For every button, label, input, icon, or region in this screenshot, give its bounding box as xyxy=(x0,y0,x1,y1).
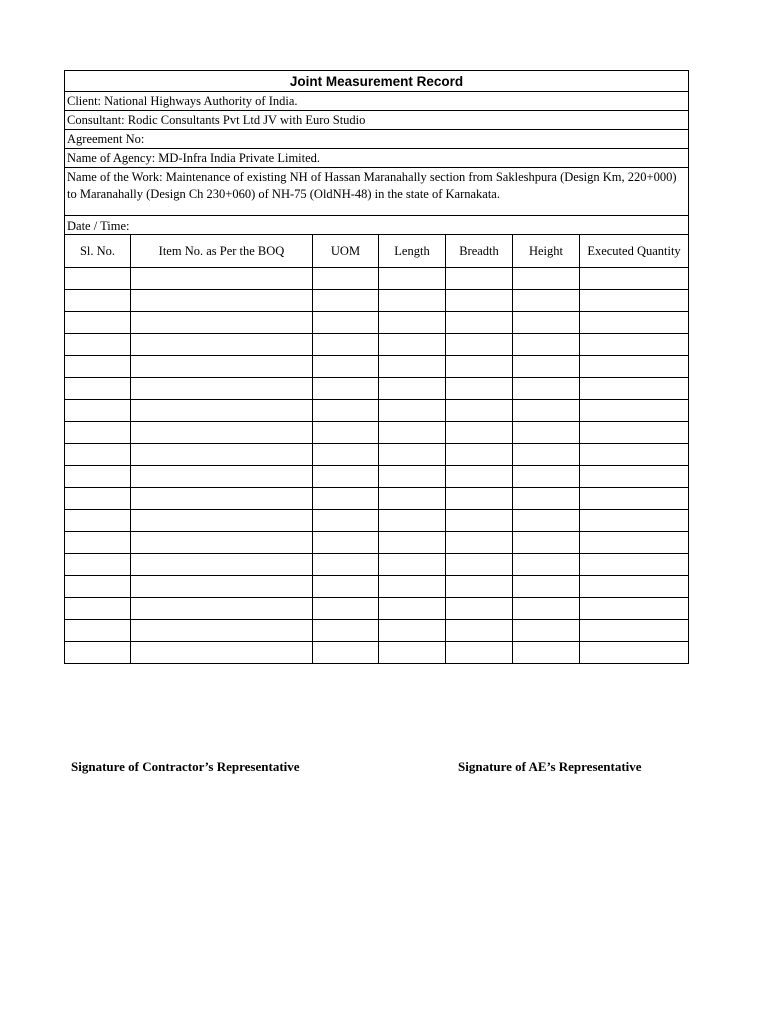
table-cell xyxy=(446,356,513,378)
agency-field: Name of Agency: MD-Infra India Private Limited. xyxy=(65,149,689,168)
table-cell xyxy=(313,356,379,378)
table-cell xyxy=(131,554,313,576)
table-cell xyxy=(379,400,446,422)
table-cell xyxy=(65,290,131,312)
table-cell xyxy=(379,598,446,620)
table-cell xyxy=(313,422,379,444)
table-cell xyxy=(131,620,313,642)
table-cell xyxy=(313,400,379,422)
table-cell xyxy=(131,290,313,312)
table-cell xyxy=(131,510,313,532)
date-time-field: Date / Time: xyxy=(65,216,689,235)
table-row xyxy=(65,290,689,312)
table-cell xyxy=(446,444,513,466)
table-cell xyxy=(580,532,689,554)
table-cell xyxy=(513,554,580,576)
table-row xyxy=(65,598,689,620)
table-cell xyxy=(580,510,689,532)
table-row xyxy=(65,268,689,290)
table-cell xyxy=(446,576,513,598)
table-cell xyxy=(513,268,580,290)
table-row xyxy=(65,532,689,554)
table-cell xyxy=(65,334,131,356)
table-cell xyxy=(65,466,131,488)
table-cell xyxy=(580,444,689,466)
table-cell xyxy=(513,510,580,532)
table-cell xyxy=(580,268,689,290)
table-cell xyxy=(379,510,446,532)
table-cell xyxy=(65,268,131,290)
table-cell xyxy=(446,400,513,422)
table-cell xyxy=(379,422,446,444)
table-cell xyxy=(580,378,689,400)
table-cell xyxy=(379,466,446,488)
table-cell xyxy=(580,554,689,576)
table-cell xyxy=(580,334,689,356)
table-cell xyxy=(580,488,689,510)
col-length: Length xyxy=(379,235,446,268)
table-cell xyxy=(379,290,446,312)
table-cell xyxy=(313,532,379,554)
table-row xyxy=(65,356,689,378)
table-cell xyxy=(65,444,131,466)
table-cell xyxy=(580,356,689,378)
table-cell xyxy=(580,312,689,334)
table-cell xyxy=(446,290,513,312)
table-row xyxy=(65,620,689,642)
table-cell xyxy=(446,620,513,642)
table-row xyxy=(65,422,689,444)
table-cell xyxy=(446,334,513,356)
table-cell xyxy=(65,378,131,400)
consultant-field: Consultant: Rodic Consultants Pvt Ltd JV with Euro Studio xyxy=(65,111,689,130)
table-cell xyxy=(446,422,513,444)
table-cell xyxy=(513,576,580,598)
table-cell xyxy=(379,444,446,466)
table-row xyxy=(65,378,689,400)
table-cell xyxy=(65,488,131,510)
col-height: Height xyxy=(513,235,580,268)
table-cell xyxy=(131,488,313,510)
table-cell xyxy=(379,554,446,576)
table-cell xyxy=(513,312,580,334)
table-cell xyxy=(580,400,689,422)
table-cell xyxy=(580,642,689,664)
table-cell xyxy=(513,400,580,422)
table-cell xyxy=(313,598,379,620)
table-cell xyxy=(313,334,379,356)
table-cell xyxy=(580,620,689,642)
table-cell xyxy=(65,422,131,444)
col-sl-no: Sl. No. xyxy=(65,235,131,268)
table-cell xyxy=(313,444,379,466)
table-cell xyxy=(65,554,131,576)
table-cell xyxy=(379,642,446,664)
table-cell xyxy=(313,642,379,664)
ae-signature-label: Signature of AE’s Representative xyxy=(458,759,642,774)
table-cell xyxy=(313,378,379,400)
table-cell xyxy=(65,642,131,664)
table-row xyxy=(65,642,689,664)
table-cell xyxy=(131,268,313,290)
table-cell xyxy=(131,334,313,356)
table-cell xyxy=(446,466,513,488)
contractor-signature-label: Signature of Contractor’s Representative xyxy=(71,759,300,774)
table-cell xyxy=(65,598,131,620)
table-cell xyxy=(379,312,446,334)
table-cell xyxy=(379,334,446,356)
table-cell xyxy=(379,620,446,642)
table-cell xyxy=(379,356,446,378)
table-cell xyxy=(446,488,513,510)
col-executed-quantity: Executed Quantity xyxy=(580,235,689,268)
table-cell xyxy=(131,378,313,400)
table-cell xyxy=(580,598,689,620)
table-cell xyxy=(65,576,131,598)
table-cell xyxy=(446,642,513,664)
table-cell xyxy=(131,576,313,598)
table-cell xyxy=(313,510,379,532)
table-cell xyxy=(131,422,313,444)
jmr-table xyxy=(64,70,689,664)
table-cell xyxy=(131,642,313,664)
table-cell xyxy=(379,488,446,510)
table-row xyxy=(65,400,689,422)
col-breadth: Breadth xyxy=(446,235,513,268)
jmr-sheet xyxy=(64,70,688,664)
table-cell xyxy=(513,378,580,400)
table-cell xyxy=(513,488,580,510)
column-header-row xyxy=(65,235,689,268)
table-row xyxy=(65,510,689,532)
record-title: Joint Measurement Record xyxy=(65,71,689,92)
table-cell xyxy=(65,620,131,642)
table-cell xyxy=(131,466,313,488)
table-cell xyxy=(131,312,313,334)
table-row xyxy=(65,466,689,488)
table-cell xyxy=(580,290,689,312)
table-cell xyxy=(65,356,131,378)
table-cell xyxy=(446,598,513,620)
table-row xyxy=(65,444,689,466)
table-cell xyxy=(313,576,379,598)
table-row xyxy=(65,554,689,576)
col-uom: UOM xyxy=(313,235,379,268)
table-cell xyxy=(313,620,379,642)
table-cell xyxy=(131,598,313,620)
table-cell xyxy=(446,510,513,532)
table-cell xyxy=(313,488,379,510)
table-cell xyxy=(131,532,313,554)
table-cell xyxy=(513,642,580,664)
col-item-no: Item No. as Per the BOQ xyxy=(131,235,313,268)
work-field: Name of the Work: Maintenance of existing NH of Hassan Maranahally section from Sakleshpura (Design Km, 220+000) to Maranahally (Design Ch 230+060) of NH-75 (OldNH-48) in the state of Karnakata. xyxy=(65,168,689,216)
table-row xyxy=(65,312,689,334)
table-cell xyxy=(513,598,580,620)
table-cell xyxy=(313,466,379,488)
table-cell xyxy=(513,466,580,488)
table-cell xyxy=(446,312,513,334)
table-cell xyxy=(379,532,446,554)
table-cell xyxy=(313,312,379,334)
table-cell xyxy=(446,268,513,290)
table-cell xyxy=(313,268,379,290)
table-cell xyxy=(446,378,513,400)
table-cell xyxy=(65,400,131,422)
table-cell xyxy=(379,378,446,400)
table-cell xyxy=(379,268,446,290)
table-cell xyxy=(313,290,379,312)
agreement-field: Agreement No: xyxy=(65,130,689,149)
table-cell xyxy=(513,422,580,444)
table-cell xyxy=(513,290,580,312)
table-cell xyxy=(513,620,580,642)
table-cell xyxy=(513,532,580,554)
table-cell xyxy=(513,444,580,466)
table-cell xyxy=(513,356,580,378)
table-cell xyxy=(513,334,580,356)
table-cell xyxy=(580,422,689,444)
table-cell xyxy=(65,532,131,554)
table-cell xyxy=(65,312,131,334)
table-row xyxy=(65,576,689,598)
table-cell xyxy=(379,576,446,598)
table-cell xyxy=(65,510,131,532)
table-cell xyxy=(131,356,313,378)
table-cell xyxy=(446,554,513,576)
table-cell xyxy=(131,444,313,466)
client-field: Client: National Highways Authority of India. xyxy=(65,92,689,111)
table-cell xyxy=(580,466,689,488)
table-cell xyxy=(446,532,513,554)
table-row xyxy=(65,488,689,510)
table-cell xyxy=(131,400,313,422)
table-cell xyxy=(580,576,689,598)
table-cell xyxy=(313,554,379,576)
table-row xyxy=(65,334,689,356)
